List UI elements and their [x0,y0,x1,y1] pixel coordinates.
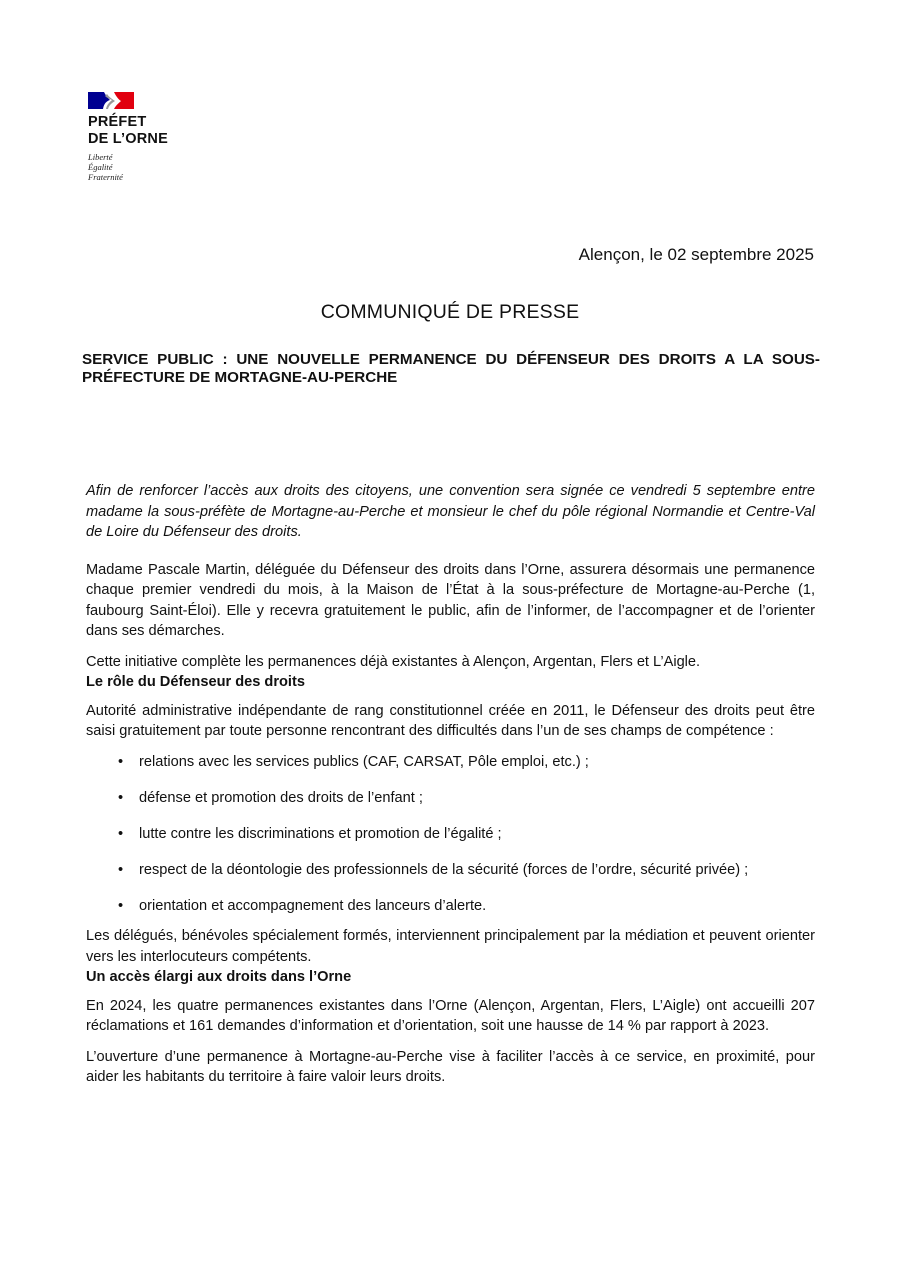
paragraph-statistics: En 2024, les quatre permanences existantes dans l’Orne (Alençon, Argentan, Flers, L’Aigle) ont accueilli 207 réclamations et 161 demandes d’information et d’orientation, soit une hausse de 14 % par rapport à 2023. [86,997,815,1034]
bullet-icon: • [118,861,124,878]
marianne-emblem-icon [88,92,134,109]
document-body [86,481,815,1088]
paragraph-existing-permanences: Cette initiative complète les permanences déjà existantes à Alençon, Argentan, Flers et L’Aigle. [86,653,701,670]
paragraph-permanence: Madame Pascale Martin, déléguée du Défenseur des droits dans l’Orne, assurera désormais une permanence chaque premier vendredi du mois, à la Maison de l’État à la sous-préfecture de Mortagne-au-Perche (1, faubourg Saint-Éloi). Elle y recevra gratuitement le public, afin de l’informer, de l’accompagner et de l’orienter dans ses démarches. [86,561,815,639]
document-type-title: COMMUNIQUÉ DE PRESSE [320,301,580,323]
paragraph-opening: L’ouverture d’une permanence à Mortagne-au-Perche vise à faciliter l’accès à ce service, en proximité, pour aider les habitants du territoire à faire valoir leurs droits. [86,1048,815,1085]
bullet-icon: • [118,789,124,806]
competence-list [86,752,815,917]
list-item-text: relations avec les services publics (CAF, CARSAT, Pôle emploi, etc.) ; [139,753,589,770]
logo-line-2: DE L’ORNE [88,131,168,147]
list-item [86,788,815,809]
press-release-headline: SERVICE PUBLIC : UNE NOUVELLE PERMANENCE DU DÉFENSEUR DES DROITS A LA SOUS-PRÉFECTURE DE MORTAGNE-AU-PERCHE [82,351,820,386]
list-item [86,896,815,917]
bullet-icon: • [118,753,124,770]
section-heading-role: Le rôle du Défenseur des droits [86,674,305,690]
logo-line-1: PRÉFET [88,114,147,130]
bullet-icon: • [118,825,124,842]
list-item [86,860,815,881]
prefecture-logo [88,92,228,182]
bullet-icon: • [118,897,124,914]
list-item-text: défense et promotion des droits de l’enfant ; [139,789,423,806]
paragraph-delegates: Les délégués, bénévoles spécialement formés, interviennent principalement par la médiation et peuvent orienter vers les interlocuteurs compétents. [86,928,815,965]
list-item-text: lutte contre les discriminations et promotion de l’égalité ; [139,825,502,842]
list-item-text: respect de la déontologie des professionnels de la sécurité (forces de l’ordre, sécurité privée) ; [139,861,749,878]
motto-liberte: Liberté [88,152,113,162]
section-heading-access: Un accès élargi aux droits dans l’Orne [86,969,352,985]
paragraph-role: Autorité administrative indépendante de rang constitutionnel créée en 2011, le Défenseur des droits peut être saisi gratuitement par toute personne rencontrant des difficultés dans l’un de ses champs de compétence : [86,702,815,739]
motto-egalite: Égalité [88,162,113,172]
list-item [86,752,815,773]
motto [88,152,228,182]
date-line: Alençon, le 02 septembre 2025 [578,245,814,264]
motto-fraternite: Fraternité [88,172,123,182]
list-item [86,824,815,845]
lead-paragraph: Afin de renforcer l’accès aux droits des citoyens, une convention sera signée ce vendredi 5 septembre entre madame la sous-préfète de Mortagne-au-Perche et monsieur le chef du pôle régional Normandie et Centre-Val de Loire du Défenseur des droits. [86,483,815,540]
list-item-text: orientation et accompagnement des lanceurs d’alerte. [139,897,487,914]
